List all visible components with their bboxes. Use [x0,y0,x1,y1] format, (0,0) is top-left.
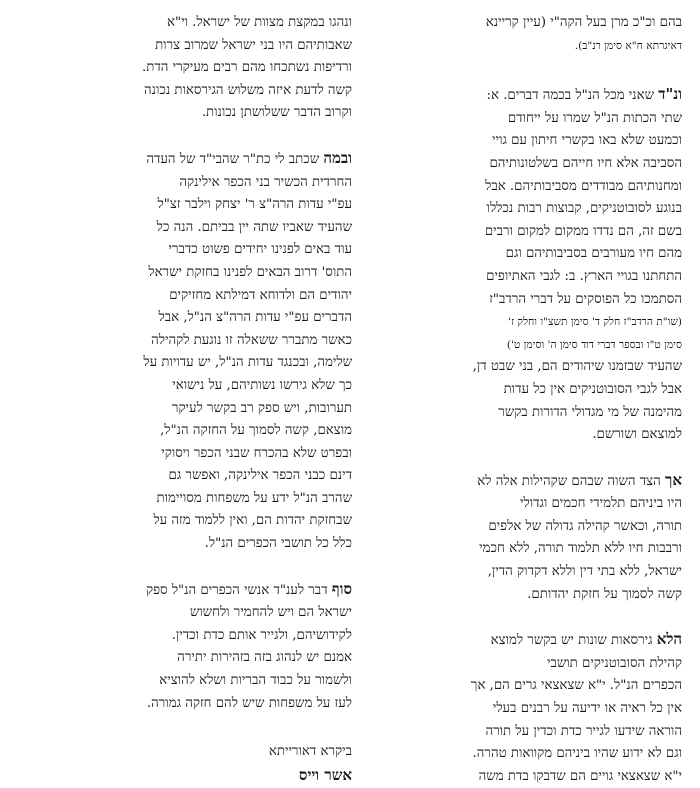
text-line: הכפרים הנ"ל. י"א שצאצאי גרים הם, אך [470,678,682,694]
paragraph-vnd [368,83,682,447]
text-line: ולשמור על כבוד הבריות ושלא להוציא [159,673,352,689]
text-line: הדברים עפ"י עדות הרה"צ הנ"ל, אבל [158,310,352,326]
text-line: שאבותיהם היו בני ישראל שמרוב צרות [155,37,352,53]
text-line: שבחזקת יהדות הם, ואין ללמוד מזה על [153,513,352,529]
paragraph-continuation [100,12,352,125]
paragraph-akh [368,469,682,607]
text-line: (שו"ת הרדב"ז חלק ד' סימן תשצ"ו וחלק ז' [508,316,682,329]
text-line: שהעיד שאביו שתה יין בביתם. הנה כל [156,219,352,235]
text-line: היו ביניהם תלמידי חכמים וגדולי [519,496,682,512]
text-line: אבל לגבי הסובוטניקים אין כל עדות [503,381,682,397]
text-line: שלימה, ובכנגד עדות הנ"ל, יש עדויות על [143,355,352,371]
lead-word: ונ"ד [658,85,682,104]
text-line: ישראל, ללא בתי דין וללא דקדוק הדין, [487,564,682,580]
lead-word: אך [665,470,682,489]
text-line: סימן ט"ו ובספר דברי דוד סימן ה' וסימן ט') [506,338,682,351]
text-line: הסתמכו כל הפוסקים על דברי הרדב"ז [489,291,682,307]
text-line: ישראל הם ויש להחמיר ולחשוש [189,605,352,621]
text-line: גירסאות שונות יש בקשר למוצא [490,633,653,649]
paragraph-hala [368,628,682,788]
lead-word: ובמה [323,148,352,167]
text-line: תורה, וכאשר קהילה גדולה של אלפים [488,518,682,534]
text-line: לקידושיהם, ולגייר אותם כדת וכדין. [171,627,352,643]
text-line: בשם זה, הם נדדו ממקום למקום ורבים [484,223,682,239]
text-line: דבר לענ"ד אנשי הכפרים הנ"ל ספק [145,582,328,598]
text-line: עוד באים לפנינו יחידים פשוט כדברי [168,242,352,258]
text-line: מהם חיו מעורבים בסביבותיהם וגם [505,246,682,262]
text-line: קשה לסמוך על חזקת יהדותם. [527,586,682,602]
text-line: הצד השוה שבהם שקהילות אלה לא [477,473,661,489]
text-line: וקרוב הדבר ששלושתן נכונות. [201,105,352,121]
text-line: קהילת הסובוטניקים תושבי [546,655,682,671]
text-line: תערובות, ויש ספק רב בקשר לעיקר [171,400,352,416]
text-line: שתי הכתות הנ"ל שמרו על ייחודם [507,110,682,126]
lead-word: הלא [656,630,682,649]
text-line: ובפרט שלא בהכרח שבני הכפר ויסוקי [161,445,352,461]
paragraph-sof [100,578,352,716]
text-line: יהודים הם ולדוחא דמילתא מחזיקים [169,287,352,303]
text-line: כלל כל תושבי הכפרים הנ"ל. [204,536,352,552]
author-name: אשר וייס [298,765,352,784]
signature-block [100,741,352,786]
text-line: התוס' דרוב הבאים לפנינו בחזקת ישראל [148,264,352,280]
text-line: ורדיפות נשתכחו מהם רבים מעיקרי הדת. [141,60,352,76]
text-line: וכמעט שלא באו בקשרי חיתון עם גויי [492,133,682,149]
text-line: דינם כבני הכפר אילינקה, ואפשר גם [168,468,352,484]
text-line: קשה לדעת איזה משלוש הגירסאות נכונה [143,82,352,98]
text-line: עפ"י עדות הרה"צ ר' יצחק וילבר זצ"ל [157,197,352,213]
text-line: מהימנה של מי מגדולי הדורות בקשר [498,404,682,420]
text-line: התחתנו בגויי הארץ. ב: לגבי האתיופים [486,268,682,284]
text-line: לעז על משפחות שיש להם חזקה גמורה. [146,695,352,711]
closing-phrase: ביקרא דאורייתא [268,744,352,760]
text-line: מוצאם, קשה לסמוך על החזקה הנ"ל, [160,423,352,439]
text-line: וגם לא ידוע שהיו ביניהם מקוואות טהרה. [472,746,682,762]
text-line: כאשר מתברר ששאלה זו נוגעת לקהילה [151,332,352,348]
text-line: ונהגו במקצת מצוות של ישראל. וי"א [166,15,352,30]
text-line: דאיגרתא ח"א סימן רנ"ב). [574,39,682,52]
text-line: אין כל ראיה או ידיעה על רבנים בעלי [492,701,682,717]
text-line: בנוגע לסובוטניקים, קבוצות רבות נכללו [486,201,682,217]
text-line: ומחנותיהם מבודדים מסביבותיהם. אבל [485,178,682,194]
text-line: שהרב הנ"ל ידע על משפחות מסויימות [156,490,352,506]
text-line: הסביבה אלא חיו חייהם בשלטונותיהם [489,155,682,171]
left-column [100,12,352,786]
text-line: בהם וכ"כ מרן בעל הקה"י (עיין קריינא [485,15,682,30]
text-line: שהעיד שבזמנו שיהודים הם, בני שבט דן, [472,359,682,375]
text-line: שאני מכל הנ"ל בכמה דברים. א: [486,88,655,104]
text-line: כך שלא גירשו נשותיהם, על נישואי [172,377,352,393]
lead-word: סוף [331,579,352,598]
text-line: אמנם יש לנהוג בזה בזהירות יתירה [177,650,352,666]
text-line: למוצאם ושורשם. [592,427,682,443]
text-line: שכתב לי כת"ר שהבי"ד של העדה [146,151,320,167]
text-line: החרדית הכשיר בני הכפר אילינקה [179,174,352,190]
text-line: י"א שצאצאי גויים הם שדבקו בדת משה [478,768,682,784]
text-line: ורבבות חיו ללא תלמוד תורה, ללא חכמי [479,541,682,557]
paragraph-continuation [368,12,682,57]
right-column [368,12,682,788]
paragraph-uvameh [100,147,352,556]
text-line: הוראה שידעו לגייר כדת וכדין על תורה [485,723,682,739]
